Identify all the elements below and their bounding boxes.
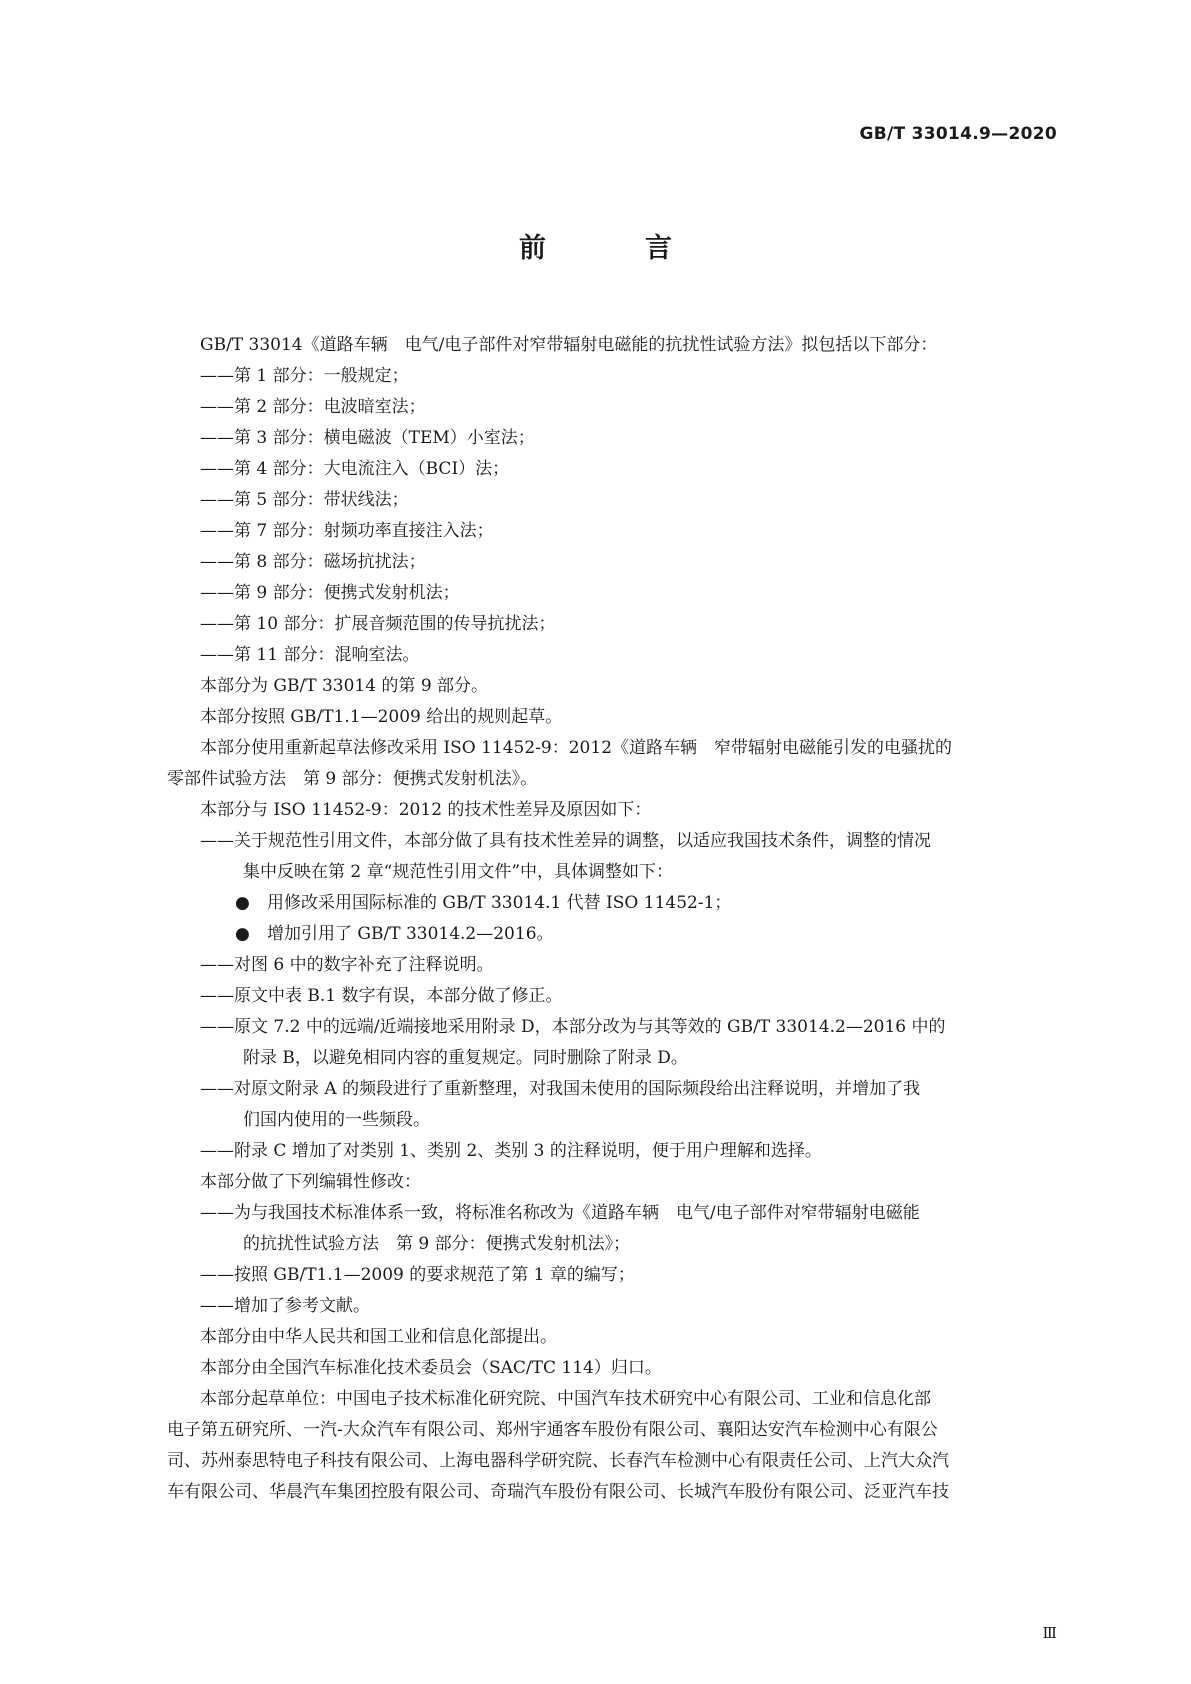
paragraph-line: 本部分由全国汽车标准化技术委员会（SAC/TC 114）归口。 [200, 1358, 662, 1378]
list-item: ——对图 6 中的数字补充了注释说明。 [200, 955, 494, 975]
bullet-text: 增加引用了 GB/T 33014.2—2016。 [267, 924, 554, 944]
list-item: ——第 2 部分：电波暗室法； [200, 397, 426, 417]
paragraph-line: 司、苏州泰思特电子科技有限公司、上海电器科学研究院、长春汽车检测中心有限责任公司、上汽大众汽 [167, 1451, 949, 1471]
list-item: ——第 7 部分：射频功率直接注入法； [200, 521, 494, 541]
paragraph-line: 本部分做了下列编辑性修改： [200, 1172, 421, 1192]
paragraph-line: 车有限公司、华晨汽车集团控股有限公司、奇瑞汽车股份有限公司、长城汽车股份有限公司、泛亚汽车技 [167, 1482, 949, 1502]
bullet-icon: ● [235, 893, 250, 913]
list-item: ——增加了参考文献。 [200, 1296, 370, 1316]
list-item: ——第 11 部分：混响室法。 [200, 645, 420, 665]
list-item: ——第 4 部分：大电流注入（BCI）法； [200, 459, 510, 479]
paragraph-line: 本部分与 ISO 11452-9：2012 的技术性差异及原因如下： [200, 800, 652, 820]
paragraph-line: 本部分为 GB/T 33014 的第 9 部分。 [200, 676, 489, 696]
page-title: 前 言 [519, 233, 708, 264]
list-item: 们国内使用的一些频段。 [243, 1110, 430, 1130]
bullet-item [167, 919, 1057, 950]
paragraph-line: 本部分由中华人民共和国工业和信息化部提出。 [200, 1327, 557, 1347]
bullet-text: 用修改采用国际标准的 GB/T 33014.1 代替 ISO 11452-1； [267, 893, 732, 913]
list-item: ——第 10 部分：扩展音频范围的传导抗扰法； [200, 614, 556, 634]
bullet-item [167, 888, 1057, 919]
document-body [167, 330, 1057, 1508]
paragraph-line: 电子第五研究所、一汽-大众汽车有限公司、郑州宇通客车股份有限公司、襄阳达安汽车检测中心有限公 [167, 1420, 938, 1440]
list-item: ——第 9 部分：便携式发射机法； [200, 583, 460, 603]
paragraph-line: 本部分起草单位：中国电子技术标准化研究院、中国汽车技术研究中心有限公司、工业和信息化部 [200, 1389, 931, 1409]
list-item: ——第 5 部分：带状线法； [200, 490, 409, 510]
list-item: ——为与我国技术标准体系一致，将标准名称改为《道路车辆 电气/电子部件对窄带辐射电磁能 [200, 1203, 920, 1223]
list-item: ——原文中表 B.1 数字有误，本部分做了修正。 [200, 986, 563, 1006]
list-item: ——对原文附录 A 的频段进行了重新整理，对我国未使用的国际频段给出注释说明，并增加了我 [200, 1079, 921, 1099]
list-item: ——第 1 部分：一般规定； [200, 366, 409, 386]
list-item: 附录 B，以避免相同内容的重复规定。同时删除了附录 D。 [243, 1048, 688, 1068]
list-item: ——按照 GB/T1.1—2009 的要求规范了第 1 章的编写； [200, 1265, 635, 1285]
list-item: 的抗扰性试验方法 第 9 部分：便携式发射机法》； [243, 1234, 631, 1254]
bullet-icon: ● [235, 924, 250, 944]
paragraph-line: 本部分按照 GB/T1.1—2009 给出的规则起草。 [200, 707, 563, 727]
list-item: ——第 8 部分：磁场抗扰法； [200, 552, 426, 572]
list-item: ——关于规范性引用文件，本部分做了具有技术性差异的调整，以适应我国技术条件，调整的情况 [200, 831, 931, 851]
paragraph-line: 零部件试验方法 第 9 部分：便携式发射机法》。 [167, 769, 538, 789]
page-number: Ⅲ [1042, 1624, 1057, 1642]
list-item: ——第 3 部分：横电磁波（TEM）小室法； [200, 428, 535, 448]
list-item: ——原文 7.2 中的远端/近端接地采用附录 D，本部分改为与其等效的 GB/T 33014.2—2016 中的 [200, 1017, 946, 1037]
list-item: ——附录 C 增加了对类别 1、类别 2、类别 3 的注释说明，便于用户理解和选择。 [200, 1141, 822, 1161]
paragraph-line: GB/T 33014《道路车辆 电气/电子部件对窄带辐射电磁能的抗扰性试验方法》拟包括以下部分： [200, 335, 938, 355]
standard-code: GB/T 33014.9—2020 [859, 124, 1057, 144]
list-item: 集中反映在第 2 章“规范性引用文件”中，具体调整如下： [243, 862, 674, 882]
paragraph-line: 本部分使用重新起草法修改采用 ISO 11452-9：2012《道路车辆 窄带辐射电磁能引发的电骚扰的 [200, 738, 953, 758]
